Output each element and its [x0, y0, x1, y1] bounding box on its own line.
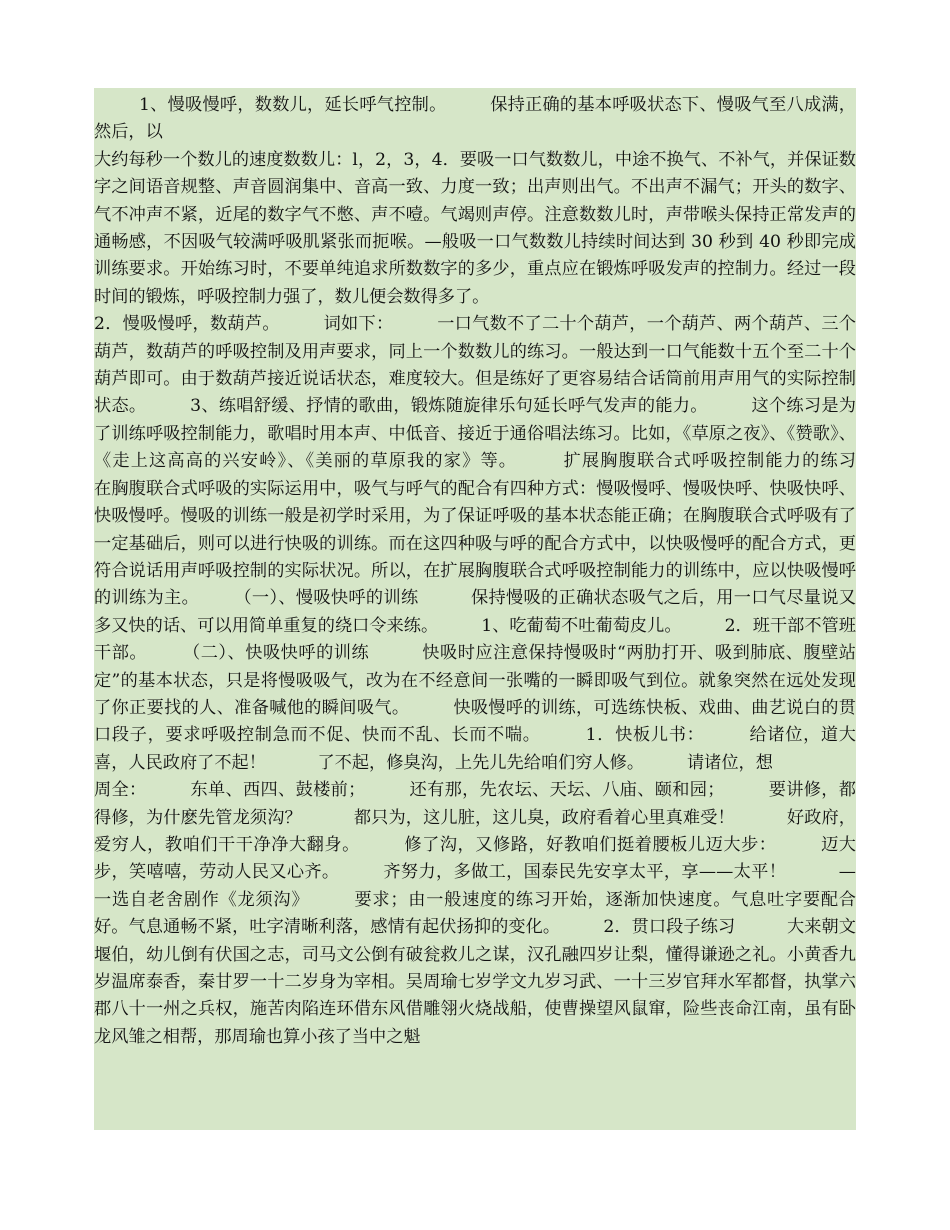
- paragraph-breathing-count: 1、慢吸慢呼，数数儿，延长呼气控制。 保持正确的基本呼吸状态下、慢吸气至八成满，然后，以: [94, 95, 856, 143]
- paragraph-count-gourds: 2．慢吸慢呼，数葫芦。 词如下： 一口气数不了二十个葫芦，一个葫芦、两个葫芦、三个葫芦，数葫芦的呼吸控制及用声要求，同上一个数数儿的练习。一般达到一口气能数十五个至二十个葫芦即可。由于数葫芦接近说话状态，难度较大。但是练好了更容易结合话筒前用声用气的实际控制状态。 3、练唱舒缓、抒情的歌曲，锻炼随旋律乐句延长呼气发声的能力。 这个练习是为了训练呼吸控制能力，歌唱时用本声、中低音、接近于通俗唱法练习。比如，《草原之夜》、《赞歌》、《走上这高高的兴安岭》、《美丽的草原我的家》等。 扩展胸腹联合式呼吸控制能力的练习 在胸腹联合式呼吸的实际运用中，吸气与呼气的配合有四种方式：慢吸慢呼、慢吸快呼、快吸快呼、快吸慢呼。慢吸的训练一般是初学时采用，为了保证呼吸的基本状态能正确；在胸腹联合式呼吸有了一定基础后，则可以进行快吸的训练。而在这四种吸与呼的配合方式中，以快吸慢呼的配合方式，更符合说话用声呼吸控制的实际状况。所以，在扩展胸腹联合式呼吸控制能力的训练中，应以快吸慢呼的训练为主。 （一）、慢吸快呼的训练 保持慢吸的正确状态吸气之后，用一口气尽量说又多又快的话、可以用简单重复的绕口令来练。 1、吃葡萄不吐葡萄皮儿。 2．班干部不管班干部。 （二）、快吸快呼的训练 快吸时应注意保持慢吸时“两肋打开、吸到肺底、腹壁站定”的基本状态，只是将慢吸吸气，改为在不经意间一张嘴的一瞬即吸气到位。就象突然在远处发现了你正要找的人、准备喊他的瞬间吸气。 快吸慢呼的训练，可选练快板、戏曲、曲艺说白的贯口段子，要求呼吸控制急而不促、快而不乱、长而不喘。 1．快板儿书： 给诸位，道大喜，人民政府了不起！ 了不起，修臭沟，上先儿先给咱们穷人修。 请诸位，想: [94, 314, 908, 773]
- paragraph-count-numbers: 大约每秒一个数儿的速度数数儿：l，2，3，4．要吸一口气数数儿，中途不换气、不补气，并保证数字之间语音规整、声音圆润集中、音高一致、力度一致；出声则出气。不出声不漏气；开头的数字、气不冲声不紧，近尾的数字气不憋、声不噎。气竭则声停。注意数数儿时，声带喉头保持正常发声的通畅感，不因吸气较满呼吸肌紧张而扼喉。—般吸一口气数数儿持续时间达到 30 秒到 40 秒即完成训练要求。开始练习时，不要单纯追求所数数字的多少，重点应在锻炼呼吸发声的控制力。经过一段时间的锻炼，呼吸控制力强了，数儿便会数得多了。: [94, 149, 856, 307]
- document-text-block: [94, 88, 908, 1130]
- paragraph-kuaiban-text: 周全： 东单、西四、鼓楼前； 还有那，先农坛、天坛、八庙、颐和园； 要讲修，都得修，为什麽先管龙须沟？ 都只为，这儿脏，这儿臭，政府看着心里真难受！ 好政府，爱穷人，教咱们干干净净大翻身。 修了沟，又修路，好教咱们挺着腰板儿迈大步： 迈大步，笑嘻嘻，劳动人民又心齐。 齐努力，多做工，国泰民先安享太平，享——太平！ —一选自老舍剧作《龙须沟》 要求；由一般速度的练习开始，逐渐加快速度。气息吐字要配合好。气息通畅不紧，吐字清晰利落，感情有起伏扬抑的变化。 2．贯口段子练习 大来朝文堰伯，幼儿倒有伏国之志，司马文公倒有破瓮救儿之谋，汉孔融四岁让梨，懂得谦逊之礼。小黄香九岁温席泰香，秦甘罗一十二岁身为宰相。吴周瑜七岁学文九岁习武、一十三岁官拜水军都督，执掌六郡八十一州之兵权，施苦肉陷连环借东风借雕翎火烧战船，使曹操望风鼠窜，险些丧命江南，虽有卧龙风雏之相帮，那周瑜也算小孩了当中之魁: [94, 780, 856, 1047]
